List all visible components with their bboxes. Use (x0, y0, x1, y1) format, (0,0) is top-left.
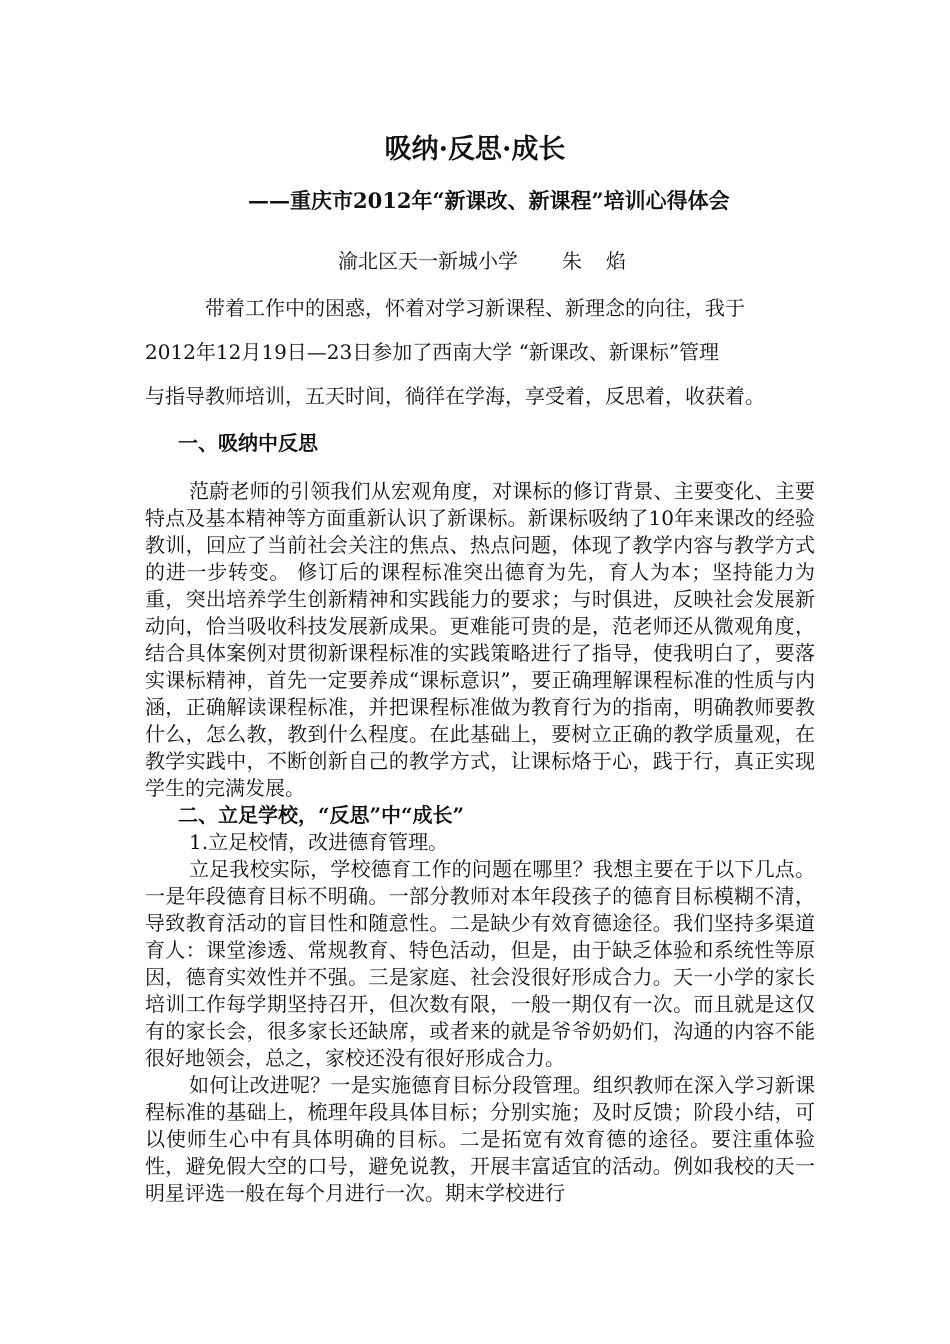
section2-paragraph-1: 立足我校实际，学校德育工作的问题在哪里？我想主要在于以下几点。一是年段德育目标不明确。一部分教师对本年段孩子的德育目标模糊不清，导致教育活动的盲目性和随意性。二是缺少有效育德途径。我们坚持多渠道育人：课堂渗透、常规教育、特色活动，但是，由于缺乏体验和系统性等原因，德育实效性并不强。三是家庭、社会没很好形成合力。天一小学的家长培训工作每学期坚持召开，但次数有限，一般一期仅有一次。而且就是这仅有的家长会，很多家长还缺席，或者来的就是爷爷奶奶们，沟通的内容不能很好地领会，总之，家校还没有很好形成合力。 (145, 857, 815, 1070)
intro-line-2: 2012年12月19日—23日参加了西南大学 “新课改、新课标”管理 (145, 340, 720, 364)
intro-line-3: 与指导教师培训，五天时间，徜徉在学海，享受着，反思着，收获着。 (145, 384, 765, 408)
section1-paragraph: 范蔚老师的引领我们从宏观角度，对课标的修订背景、主要变化、主要特点及基本精神等方面重新认识了新课标。新课标吸纳了10年来课改的经验教训，回应了当前社会关注的焦点、热点问题，体现了教学内容与教学方式的进一步转变。 修订后的课程标准突出德育为先，育人为本；坚持能力为重，突出培养学生创新精神和实践能力的要求；与时俱进，反映社会发展新动向，恰当吸收科技发展新成果。更难能可贵的是，范老师还从微观角度，结合具体案例对贯彻新课程标准的实践策略进行了指导，使我明白了，要落实课标精神，首先一定要养成“课标意识”，要正确理解课程标准的性质与内涵，正确解读课程标准，并把课程标准做为教育行为的指南，明确教师要教什么，怎么教，教到什么程度。在此基础上，要树立正确的教学质量观，在教学实践中，不断创新自己的教学方式，让课标烙于心，践于行，真正实现学生的完满发展。 (145, 479, 815, 800)
intro-line-1: 带着工作中的困惑，怀着对学习新课程、新理念的向往，我于 (205, 296, 745, 320)
author-name-second: 焰 (606, 249, 626, 273)
section2-paragraph-2: 如何让改进呢？一是实施德育目标分段管理。组织教师在深入学习新课程标准的基础上，梳理年段具体目标；分别实施；及时反馈；阶段小结，可以使师生心中有具体明确的目标。二是拓宽有效育德的途径。要注重体验性，避免假大空的口号，避免说教，开展丰富适宜的活动。例如我校的天一明星评选一般在每个月进行一次。期末学校进行 (145, 1073, 815, 1205)
intro-paragraph (145, 286, 807, 418)
section2-heading: 二、立足学校，“反思”中“成长” (178, 803, 465, 827)
document-body (145, 478, 815, 1207)
author-line (338, 246, 626, 276)
document-title: 吸纳·反思·成长 (384, 134, 566, 165)
author-school: 渝北区天一新城小学 (338, 249, 518, 273)
section2-subheading-1: 1.立足校情，改进德育管理。 (189, 830, 449, 854)
section1-heading: 一、吸纳中反思 (178, 431, 318, 455)
author-name-first: 朱 (562, 249, 582, 273)
document-subtitle: ——重庆市2012年“新课改、新课程”培训心得体会 (248, 188, 730, 213)
